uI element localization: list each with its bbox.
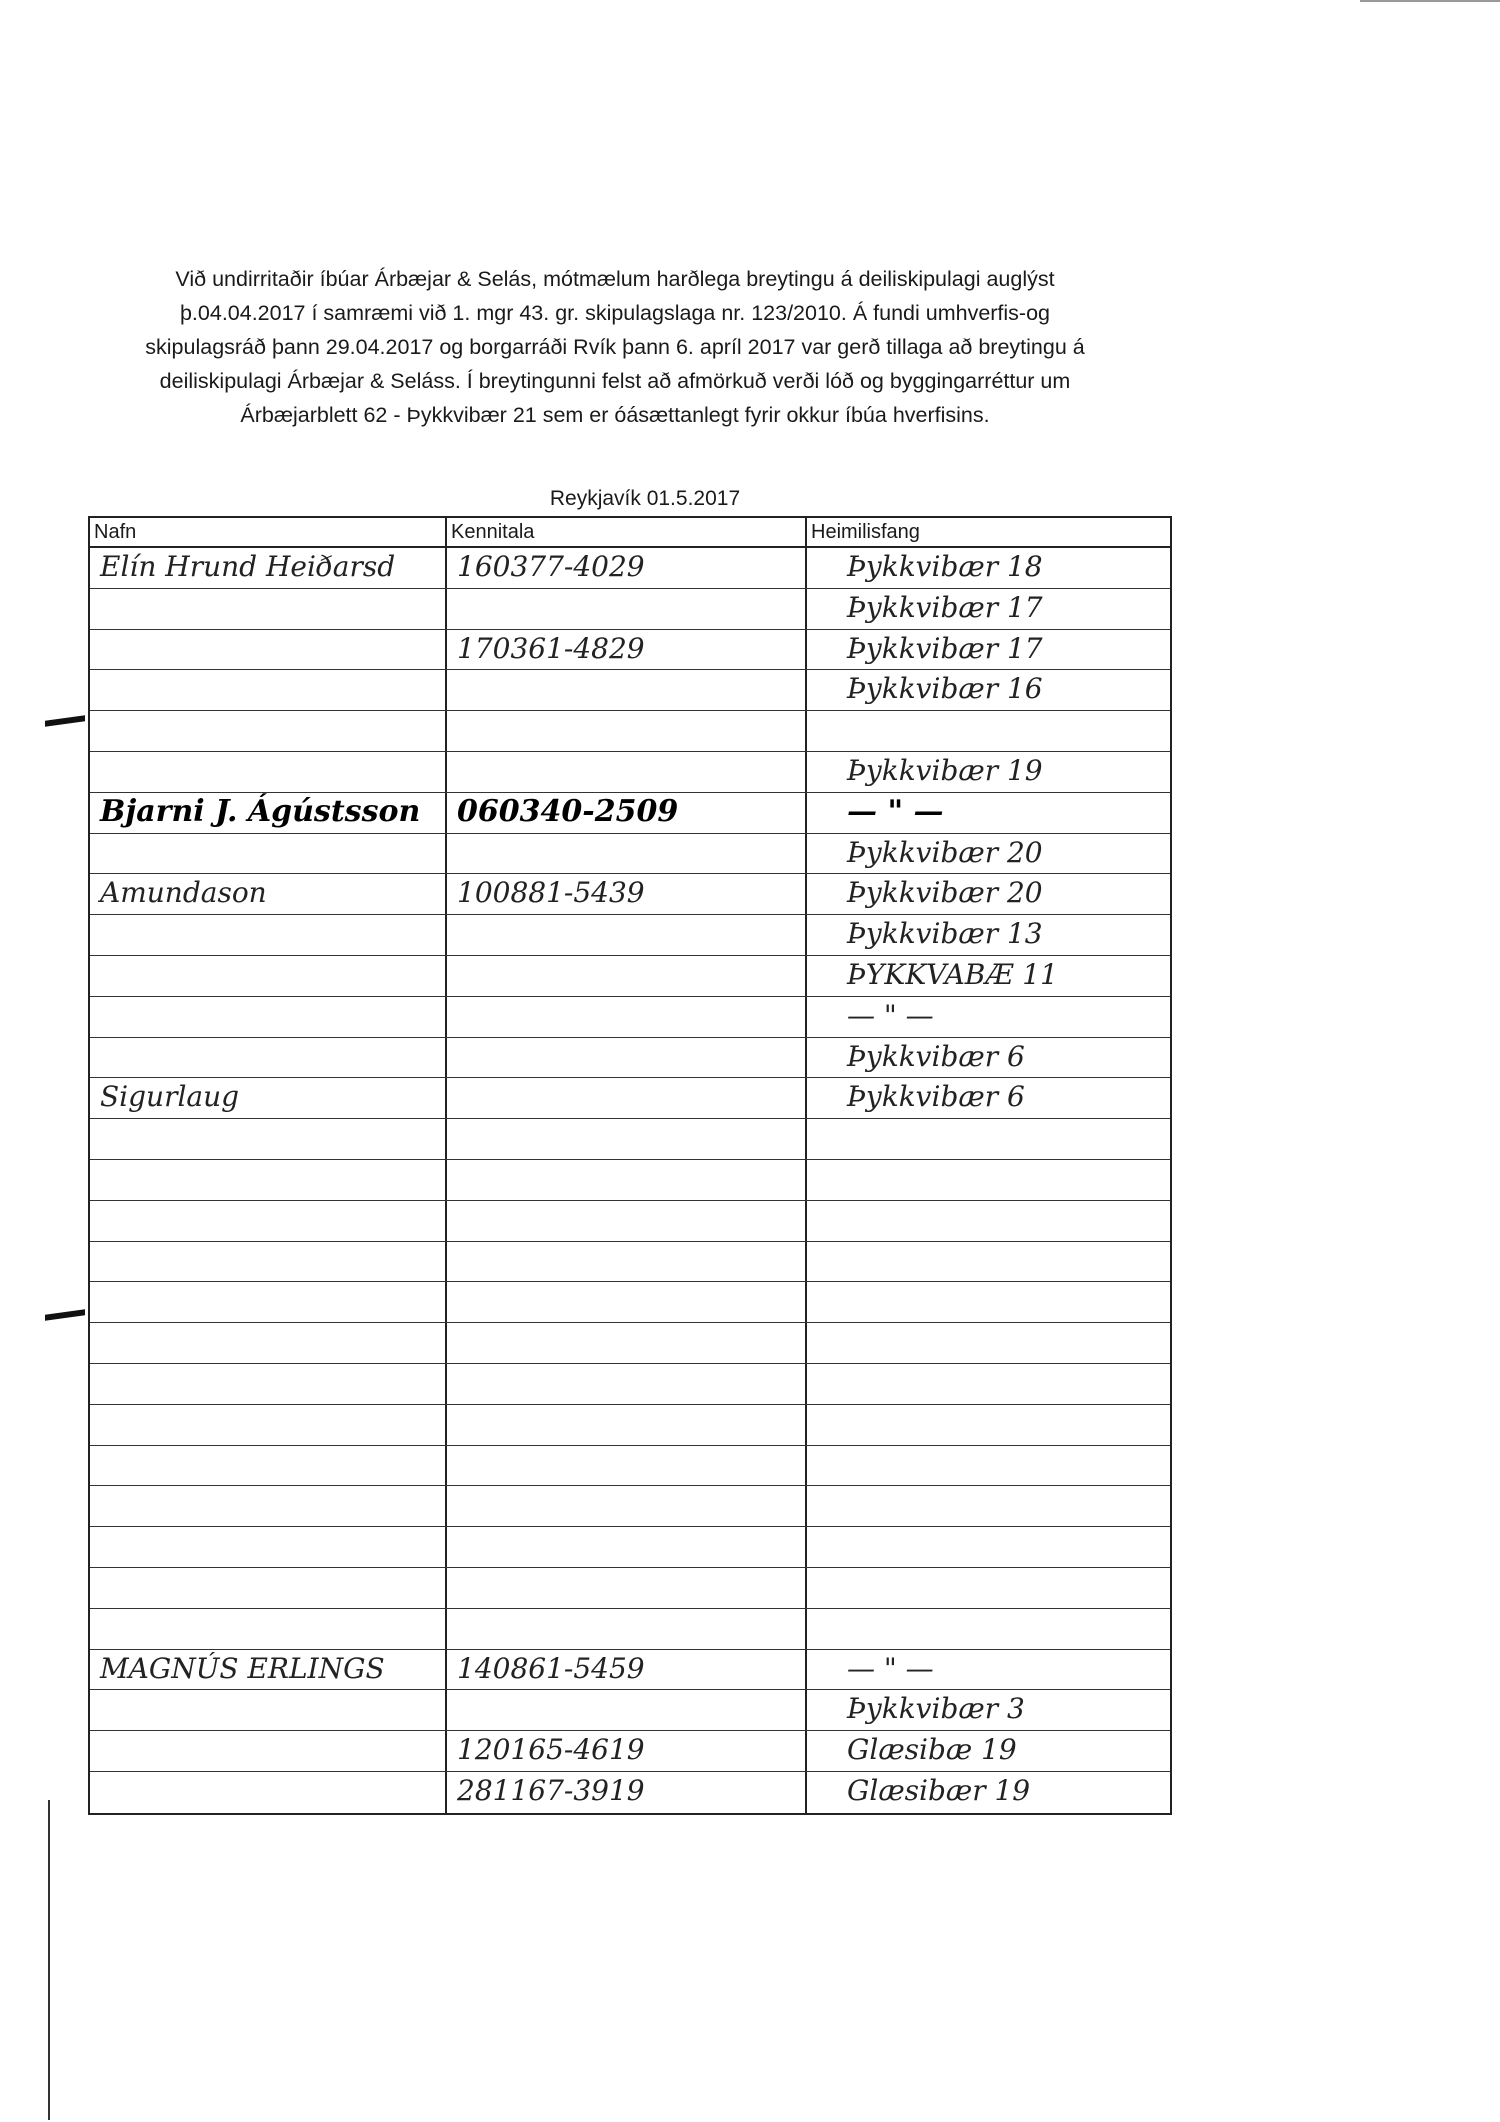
- table-row: [90, 670, 1170, 711]
- table-row: [90, 1119, 1170, 1160]
- scan-edge-top: [1360, 0, 1500, 2]
- signer-name: [90, 1446, 447, 1486]
- signer-address: [807, 1160, 1170, 1200]
- signer-name: Sigurlaug: [90, 1078, 447, 1118]
- intro-line: Við undirritaðir íbúar Árbæjar & Selás, mótmælum harðlega breytingu á deiliskipulagi auglýst: [175, 267, 1055, 291]
- signer-kennitala: [447, 1201, 807, 1241]
- table-row: [90, 793, 1170, 834]
- signer-kennitala: [447, 1690, 807, 1730]
- table-row: [90, 1038, 1170, 1079]
- signer-kennitala: [447, 1405, 807, 1445]
- signer-kennitala: [447, 1609, 807, 1649]
- signer-name: [90, 1568, 447, 1608]
- signer-kennitala: 100881-5439: [447, 874, 807, 914]
- signer-address: [807, 1201, 1170, 1241]
- signer-address: — " —: [847, 1651, 934, 1685]
- signature-table: [88, 516, 1172, 1815]
- intro-line: Árbæjarblett 62 - Þykkvibær 21 sem er óásættanlegt fyrir okkur íbúa hverfisins.: [240, 403, 990, 427]
- signer-address: ÞYKKVABÆ 11: [847, 957, 1058, 991]
- signer-kennitala: [447, 834, 807, 874]
- signer-address: Glæsibær 19: [847, 1773, 1031, 1807]
- signer-address: [807, 1527, 1170, 1567]
- signer-address: [807, 1405, 1170, 1445]
- signer-name: Bjarni J. Ágústsson: [90, 793, 447, 833]
- margin-mark: [45, 715, 85, 727]
- signer-address: Þykkvibær 6: [847, 1080, 1025, 1114]
- signer-kennitala: [447, 1078, 807, 1118]
- signer-kennitala: 120165-4619: [447, 1731, 807, 1771]
- signer-kennitala: [447, 1364, 807, 1404]
- signer-kennitala: [447, 1323, 807, 1363]
- table-row: [90, 1527, 1170, 1568]
- signer-address: [807, 1609, 1170, 1649]
- table-row: [90, 1282, 1170, 1323]
- signer-address: [807, 1568, 1170, 1608]
- signer-name: Amundason: [90, 874, 447, 914]
- signer-address: [807, 1323, 1170, 1363]
- signer-name: [90, 1364, 447, 1404]
- signer-kennitala: 060340-2509: [447, 793, 807, 833]
- signer-kennitala: [447, 711, 807, 751]
- table-row: [90, 834, 1170, 875]
- table-row: [90, 1160, 1170, 1201]
- signer-kennitala: [447, 1038, 807, 1078]
- table-row: [90, 1772, 1170, 1813]
- signer-name: [90, 1405, 447, 1445]
- signer-address: Þykkvibær 13: [847, 917, 1043, 951]
- table-row: [90, 630, 1170, 671]
- signer-kennitala: [447, 1242, 807, 1282]
- intro-line: deiliskipulagi Árbæjar & Seláss. Í breytingunni felst að afmörkuð verði lóð og byggingarréttur um: [159, 369, 1071, 393]
- signer-kennitala: [447, 1568, 807, 1608]
- table-row: [90, 956, 1170, 997]
- signer-name: [90, 1772, 447, 1813]
- table-row: [90, 1405, 1170, 1446]
- place-date: Reykjavík 01.5.2017: [549, 487, 741, 510]
- signer-address: Þykkvibær 17: [847, 631, 1043, 665]
- signer-address: Þykkvibær 17: [847, 590, 1043, 624]
- margin-mark: [45, 1309, 85, 1321]
- signer-kennitala: [447, 670, 807, 710]
- table-row: [90, 589, 1170, 630]
- signer-kennitala: [447, 1282, 807, 1322]
- signer-name: [90, 1323, 447, 1363]
- signer-kennitala: [447, 956, 807, 996]
- signer-address: Þykkvibær 19: [847, 753, 1043, 787]
- signer-name: [90, 1201, 447, 1241]
- signer-kennitala: [447, 1527, 807, 1567]
- table-row: [90, 1078, 1170, 1119]
- table-row: [90, 1201, 1170, 1242]
- intro-line: skipulagsráð þann 29.04.2017 og borgarráði Rvík þann 6. apríl 2017 var gerð tillaga að breytingu á: [145, 335, 1085, 359]
- scan-edge-left: [48, 1800, 50, 2120]
- table-row: [90, 1690, 1170, 1731]
- signer-address: — " —: [847, 793, 944, 829]
- signer-kennitala: [447, 915, 807, 955]
- signer-name: [90, 1038, 447, 1078]
- signer-name: [90, 630, 447, 670]
- signer-kennitala: [447, 1446, 807, 1486]
- signer-name: [90, 1609, 447, 1649]
- signer-name: [90, 589, 447, 629]
- table-row: [90, 1242, 1170, 1283]
- signer-kennitala: [447, 1160, 807, 1200]
- table-row: [90, 915, 1170, 956]
- table-row: [90, 997, 1170, 1038]
- table-row: [90, 1609, 1170, 1650]
- header-name: Nafn: [90, 518, 447, 546]
- signer-kennitala: 140861-5459: [447, 1650, 807, 1690]
- signer-address: Þykkvibær 20: [847, 876, 1043, 910]
- signer-address: Þykkvibær 20: [847, 835, 1043, 869]
- signer-kennitala: [447, 589, 807, 629]
- table-row: [90, 1650, 1170, 1691]
- signer-name: [90, 997, 447, 1037]
- table-row: [90, 874, 1170, 915]
- header-kennitala: Kennitala: [447, 518, 807, 546]
- signer-name: [90, 1731, 447, 1771]
- signer-name: [90, 1690, 447, 1730]
- signer-kennitala: [447, 752, 807, 792]
- signer-address: [807, 1364, 1170, 1404]
- signer-kennitala: 281167-3919: [447, 1772, 807, 1813]
- signer-address: — " —: [847, 998, 934, 1032]
- signer-address: [807, 1282, 1170, 1322]
- intro-line: þ.04.04.2017 í samræmi við 1. mgr 43. gr. skipulagslaga nr. 123/2010. Á fundi umhverfis-og: [179, 301, 1051, 325]
- signer-name: [90, 915, 447, 955]
- signer-kennitala: [447, 997, 807, 1037]
- table-row: [90, 1446, 1170, 1487]
- table-row: [90, 1364, 1170, 1405]
- table-body: [90, 548, 1170, 1813]
- signer-address: Þykkvibær 18: [847, 550, 1043, 583]
- signer-name: Elín Hrund Heiðarsd: [90, 548, 447, 588]
- signer-address: [807, 1242, 1170, 1282]
- signer-kennitala: 160377-4029: [447, 548, 807, 588]
- signer-name: [90, 1119, 447, 1159]
- signer-address: [807, 1446, 1170, 1486]
- table-row: [90, 1486, 1170, 1527]
- signer-kennitala: [447, 1486, 807, 1526]
- table-row: [90, 711, 1170, 752]
- signer-name: [90, 670, 447, 710]
- signer-kennitala: 170361-4829: [447, 630, 807, 670]
- signer-name: [90, 834, 447, 874]
- table-row: [90, 548, 1170, 589]
- signer-name: [90, 1160, 447, 1200]
- table-header: [90, 518, 1170, 548]
- signer-address: Þykkvibær 3: [847, 1692, 1025, 1726]
- signer-name: [90, 1282, 447, 1322]
- signer-address: Þykkvibær 6: [847, 1039, 1025, 1073]
- table-row: [90, 1568, 1170, 1609]
- header-address: Heimilisfang: [811, 521, 920, 543]
- table-row: [90, 1323, 1170, 1364]
- signer-name: [90, 1242, 447, 1282]
- signer-kennitala: [447, 1119, 807, 1159]
- table-row: [90, 752, 1170, 793]
- signer-name: [90, 956, 447, 996]
- signer-name: [90, 1527, 447, 1567]
- petition-intro: [100, 262, 1130, 432]
- signer-name: [90, 1486, 447, 1526]
- signer-name: [90, 752, 447, 792]
- signer-address: [807, 1486, 1170, 1526]
- signer-name: [90, 711, 447, 751]
- signer-address: Glæsibæ 19: [847, 1733, 1017, 1767]
- signer-name: MAGNÚS ERLINGS: [90, 1650, 447, 1690]
- signer-address: Þykkvibær 16: [847, 672, 1043, 706]
- table-row: [90, 1731, 1170, 1772]
- signer-address: [807, 711, 1170, 751]
- signer-address: [807, 1119, 1170, 1159]
